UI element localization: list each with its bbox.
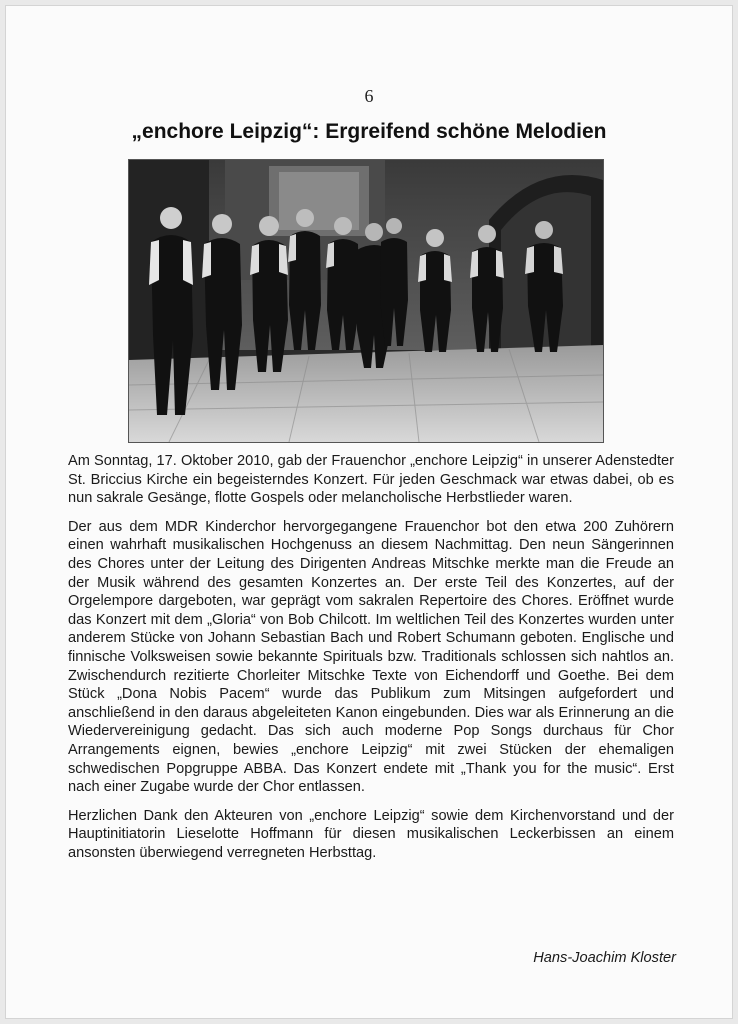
- article-paragraph-thanks: Herzlichen Dank den Akteuren von „enchore Leipzig“ sowie dem Kirchenvorstand und der Hauptinitiatorin Lieselotte Hoffmann für diesen musikalischen Leckerbissen an einem ansonsten überwiegend verregneten Herbsttag.: [68, 807, 674, 861]
- article-body: [68, 452, 674, 872]
- article-headline: „enchore Leipzig“: Ergreifend schöne Melodien: [131, 120, 607, 143]
- article-author: Hans-Joachim Kloster: [533, 950, 676, 966]
- article-paragraph-intro: Am Sonntag, 17. Oktober 2010, gab der Frauenchor „enchore Leipzig“ in unserer Adenstedter St. Briccius Kirche ein begeisterndes Konzert. Für jeden Geschmack war etwas dabei, ob es nun sakrale Gesänge, flotte Gospels oder melancholische Herbstlieder waren.: [68, 453, 674, 507]
- page-number: 6: [364, 86, 374, 106]
- choir-photo-icon: [129, 160, 603, 442]
- choir-photo: [129, 160, 603, 442]
- article-paragraph-main: Der aus dem MDR Kinderchor hervorgegangene Frauenchor bot den etwa 200 Zuhörern einen wahrhaft musikalischen Hochgenuss an diesem Nachmittag. Den neun Sängerinnen des Chores unter der Leitung des Dirigenten Andreas Mitschke merkte man die Freude an der Musik während des gesamten Konzertes an. Der erste Teil des Konzertes, auf der Orgelempore dargeboten, war geprägt vom sakralen Repertoire des Chores. Eröffnet wurde das Konzert mit dem „Gloria“ von Bob Chilcott. Im weltlichen Teil des Konzertes wurden unter anderem Stücke von Johann Sebastian Bach und Robert Schumann geboten. Englische und finnische Volksweisen sowie bekannte Spirituals bzw. Traditionals schlossen sich nahtlos an. Zwischendurch rezitierte Chorleiter Mitschke Texte von Eichendorff und Goethe. Bei dem Stück „Dona Nobis Pacem“ wurde das Publikum zum Mitsingen aufgefordert und anschließend in den daraus abgeleiteten Kanon eingebunden. Dies war als Erinnerung an die Wiedervereinigung gedacht. Das sich auch moderne Pop Songs durchaus für Chor Arrangements eignen, bewies „enchore Leipzig“ mit zwei Stücken der ehemaligen schwedischen Popgruppe ABBA. Das Konzert endete mit „Thank you for the music“. Erst nach einer Zugabe wurde der Chor entlassen.: [68, 518, 674, 796]
